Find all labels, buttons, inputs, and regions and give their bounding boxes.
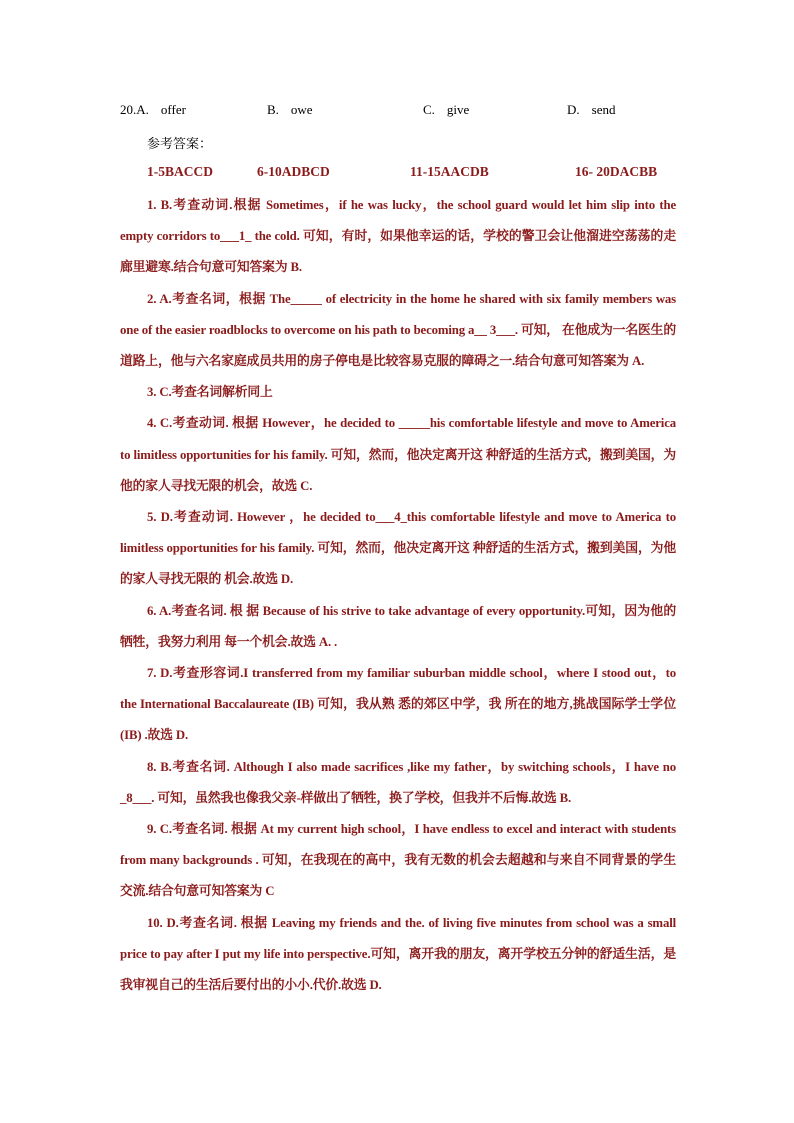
- option-text: give: [446, 102, 470, 117]
- option-text: offer: [160, 102, 186, 117]
- explanation-7: 7. D.考查形容词.I transferred from my familiar suburban middle school，where I stood out，to the International Baccalaureate (IB) 可知，我从熟 悉的郊区中学，我 所在的地方,挑战国际学士学位 (IB) .故选 D.: [120, 666, 676, 743]
- explanation-3: 3. C.考查名词解析同上: [147, 385, 273, 400]
- answer-group-16-20: 16- 20DACBB: [575, 164, 658, 179]
- question-20-options: [120, 102, 680, 124]
- option-letter: D.: [567, 102, 580, 117]
- option-letter: C.: [423, 102, 435, 117]
- option-letter: B.: [267, 102, 279, 117]
- question-number: 20.: [120, 102, 137, 117]
- explanation-2: 2. A.考查名词，根据 The_____ of electricity in the home he shared with six family members was one of the easier roadblocks to overcome on his path to becoming a__ 3___. 可知， 在他成为一名医生的道路上，他与六名家庭成员共用的房子停电是比较容易克服的障碍之一.结合句意可知答案为 A.: [120, 291, 676, 369]
- answer-group-11-15: 11-15AACDB: [410, 164, 489, 179]
- option-b: [267, 102, 313, 118]
- option-d: [567, 102, 615, 118]
- explanation-4: 4. C.考查动词. 根据 However，he decided to _____his comfortable lifestyle and move to America to limitless opportunities for his family. 可知，然而，他决定离开这 种舒适的生活方式，搬到美国，为他的家人寻找无限的机会，故选 C.: [120, 416, 676, 493]
- option-text: owe: [290, 102, 313, 117]
- explanation-6: 6. A.考查名词. 根 据 Because of his strive to take advantage of every opportunity.可知，因为他的牺牲，我努力利用 每一个机会.故选 A. .: [120, 603, 676, 649]
- answer-group-1-5: 1-5BACCD: [147, 164, 213, 179]
- answer-group-6-10: 6-10ADBCD: [257, 164, 330, 179]
- option-a: [120, 102, 186, 118]
- explanation-5: 5. D.考查动词. However ，he decided to___4_this comfortable lifestyle and move to America to limitless opportunities for his family. 可知，然而，他决定离开这 种舒适的生活方式，搬到美国，为他的家人寻找无限的 机会.故选 D.: [120, 510, 676, 587]
- answer-summary: [147, 164, 687, 184]
- option-c: [423, 102, 469, 118]
- reference-answers-title: 参考答案：: [147, 137, 213, 152]
- explanation-8: 8. B.考查名词. Although I also made sacrifices ,like my father，by switching schools，I have no _8___. 可知，虽然我也像我父亲-样做出了牺牲，换了学校，但我并不后悔.故选 B.: [120, 759, 676, 805]
- option-letter: A.: [136, 102, 149, 117]
- explanation-9: 9. C.考查名词. 根据 At my current high school，I have endless to excel and interact with students from many backgrounds . 可知，在我现在的高中，我有无数的机会去超越和与来自不同背景的学生交流.结合句意可知答案为 C: [120, 822, 676, 899]
- answer-explanations: [120, 190, 676, 1001]
- explanation-10: 10. D.考查名词. 根据 Leaving my friends and the. of living five minutes from school was a small price to pay after I put my life into perspective.可知，离开我的朋友，离开学校五分钟的舒适生活，是我审视自己的生活后要付出的小小.代价.故选 D.: [120, 915, 676, 993]
- option-text: send: [591, 102, 616, 117]
- explanation-1: 1. B.考查动词.根据 Sometimes，if he was lucky，the school guard would let him slip into the empty corridors to___1_ the cold. 可知，有时，如果他幸运的话，学校的警卫会让他溜进空荡荡的走廊里避寒.结合句意可知答案为 B.: [120, 198, 676, 275]
